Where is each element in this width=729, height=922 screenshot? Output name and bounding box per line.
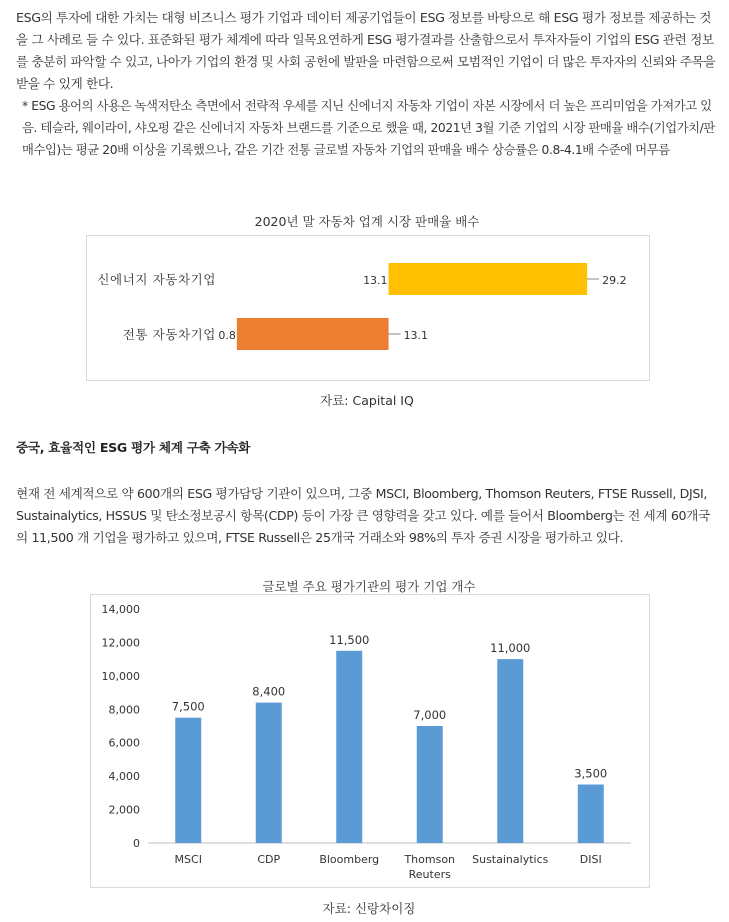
range-max-label: 29.2 (602, 274, 627, 287)
y-tick-label: 6,000 (108, 736, 140, 750)
data-bar (336, 651, 362, 843)
value-label: 8,400 (252, 684, 286, 699)
sales-multiple-chart (87, 236, 649, 380)
category-label: 신에너지 자동차기업 (97, 272, 216, 287)
y-tick-label: 0 (133, 837, 140, 850)
chart1-title: 2020년 말 자동차 업계 시장 판매율 배수 (254, 214, 480, 229)
chart2-source: 자료: 신랑차이징 (322, 901, 416, 916)
intro-paragraph: ESG의 투자에 대한 가치는 대형 비즈니스 평가 기업과 데이터 제공기업들이 ESG 정보를 바탕으로 해 ESG 평가 정보를 제공하는 것을 그 사례로 들 수 있다. 표준화된 평가 체계에 따라 일목요연하게 ESG 평가결과를 산출함으로서 투자자들이 기업의 ESG 관련 정보를 충분히 파악할 수 있고, 나아가 기업의 환경 및 사회 공헌에 발판을 마련함으로써 모범적인 기업이 더 많은 투자자의 신뢰와 주목을 받을 수 있게 한다. (16, 10, 716, 91)
data-bar (417, 726, 443, 843)
section-heading: 중국, 효율적인 ESG 평가 체계 구축 가속화 (16, 440, 251, 455)
category-label: Reuters (408, 868, 451, 881)
category-label: 전통 자동차기업 (122, 327, 216, 342)
data-bar (497, 659, 523, 843)
chart2-frame (90, 594, 650, 888)
y-tick-label: 10,000 (101, 669, 140, 683)
value-label: 7,000 (413, 708, 447, 722)
footnote: * ESG 용어의 사용은 녹색저탄소 측면에서 전략적 우세를 지닌 신에너지 자동차 기업이 자본 시장에서 더 높은 프리미엄을 가져가고 있음. 테슬라, 웨이라이, 샤오펑 같은 신에너지 자동차 브랜드를 기준으로 했을 때, 2021년 3월 기준 기업의 시장 판매율 배수(기업가치/판매수입)는 평균 20배 이상을 기록했으나, 같은 기간 전통 글로벌 자동차 기업의 판매율 배수 상승률은 0.8-4.1배 수준에 머무름 (22, 99, 715, 157)
range-max-label: 13.1 (403, 329, 429, 342)
category-label: MSCI (174, 853, 202, 866)
category-label: CDP (257, 853, 281, 866)
value-label: 11,500 (329, 632, 370, 647)
chart1-source: 자료: Capital IQ (320, 393, 414, 408)
category-label: Sustainalytics (472, 853, 549, 866)
y-tick-label: 14,000 (101, 603, 140, 616)
value-label: 3,500 (574, 766, 608, 781)
data-bar (175, 718, 201, 843)
range-min-label: 0.8 (218, 329, 236, 342)
category-label: Thomson (404, 853, 456, 866)
value-label: 11,000 (490, 641, 531, 656)
range-min-label: 13.1 (363, 274, 388, 287)
y-tick-label: 2,000 (108, 803, 140, 817)
chart2-title: 글로벌 주요 평가기관의 평가 기업 개수 (262, 579, 476, 594)
body-paragraph: 현재 전 세계적으로 약 600개의 ESG 평가담당 기관이 있으며, 그중 MSCI, Bloomberg, Thomson Reuters, FTSE Russell, DJSI, Sustainalytics, HSSUS 및 탄소정보공시 항목(CDP) 등이 가장 큰 영향력을 갖고 있다. 예를 들어서 Bloomberg는 전 세계 60개국의 11,500 개 기업을 평가하고 있으며, FTSE Russell은 25개국 거래소와 98%의 투자 증권 시장을 평가하고 있다. (16, 486, 710, 545)
y-tick-label: 4,000 (108, 770, 140, 784)
data-bar (578, 785, 604, 844)
category-label: Bloomberg (319, 853, 380, 866)
value-label: 7,500 (171, 699, 205, 714)
y-tick-label: 8,000 (108, 703, 140, 717)
y-tick-label: 12,000 (101, 636, 140, 650)
rating-agency-count-chart (91, 595, 649, 887)
category-label: DISI (579, 853, 602, 866)
range-bar (237, 318, 389, 350)
range-bar (389, 263, 588, 295)
chart1-frame (86, 235, 650, 381)
data-bar (256, 703, 282, 843)
